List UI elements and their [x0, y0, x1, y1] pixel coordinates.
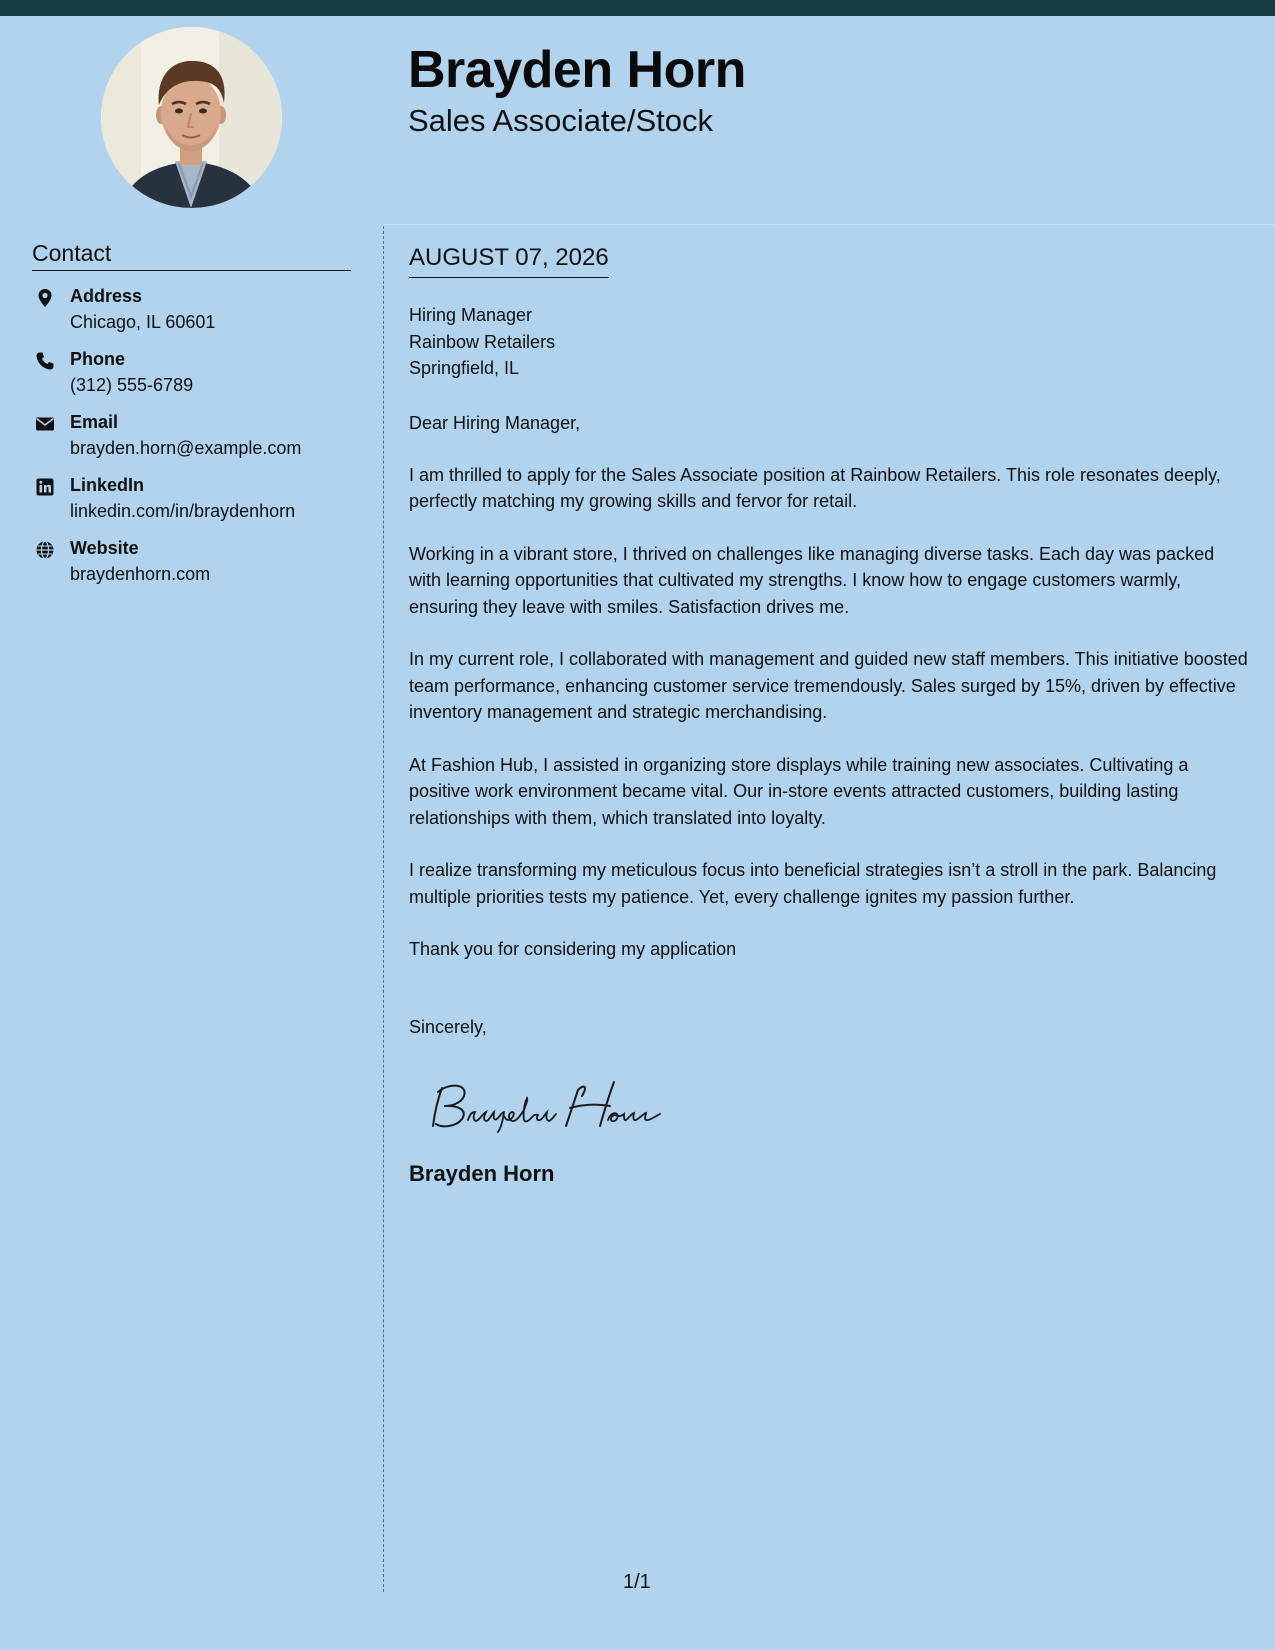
profile-photo — [101, 27, 282, 208]
handwritten-signature — [428, 1074, 668, 1134]
letter-paragraph: I realize transforming my meticulous focus into beneficial strategies isn’t a stroll in the park. Balancing multiple priorities tests my patience. Yet, every challenge ignites my passion further. — [409, 860, 1217, 907]
header-divider — [384, 224, 1275, 225]
letter-paragraph: Thank you for considering my application — [409, 939, 737, 959]
avatar — [101, 27, 282, 208]
contact-item-phone — [32, 348, 362, 411]
letter-paragraph: In my current role, I collaborated with management and guided new staff members. This initiative boosted team performance, enhancing customer service tremendously. Sales surged by 15%, driven by effective inventory management and strategic merchandising. — [409, 649, 1248, 722]
linkedin-icon — [35, 477, 55, 497]
contact-label: LinkedIn — [70, 475, 145, 495]
contact-label: Phone — [70, 349, 126, 369]
candidate-name: Brayden Horn — [408, 41, 746, 99]
contact-heading: Contact — [32, 240, 351, 271]
column-divider — [383, 226, 384, 1592]
contact-label: Email — [70, 412, 119, 432]
letter-body — [409, 410, 1249, 989]
closing: Sincerely, — [409, 1017, 487, 1037]
contact-item-website — [32, 537, 362, 600]
recipient-line: Rainbow Retailers — [409, 331, 556, 352]
contact-item-linkedin — [32, 474, 362, 537]
letter-paragraph: I am thrilled to apply for the Sales Associate position at Rainbow Retailers. This role resonates deeply, perfectly matching my growing skills and fervor for retail. — [409, 464, 1221, 511]
salutation: Dear Hiring Manager, — [409, 413, 581, 433]
signer-name: Brayden Horn — [409, 1161, 555, 1186]
recipient-line: Hiring Manager — [409, 305, 533, 325]
page-number: 1/1 — [623, 1571, 651, 1593]
contact-item-address — [32, 285, 362, 348]
contact-item-email — [32, 411, 362, 474]
top-accent-bar — [0, 0, 1275, 16]
contact-label: Address — [70, 286, 143, 306]
candidate-role: Sales Associate/Stock — [408, 103, 713, 138]
envelope-icon — [35, 414, 55, 434]
letter-paragraph: At Fashion Hub, I assisted in organizing store displays while training new associates. Cultivating a positive work environment became vital. Our in-store events attracted customers, building lasting relationships with them, which translated into loyalty. — [409, 754, 1189, 828]
contact-value: linkedin.com/in/braydenhorn — [70, 501, 296, 521]
recipient-block — [409, 302, 555, 382]
letter-paragraph: Working in a vibrant store, I thrived on challenges like managing diverse tasks. Each day was packed with learning opportunities that cultivated my strengths. I know how to engage customers warmly, ensuring they leave with smiles. Satisfaction drives me. — [409, 543, 1215, 617]
contact-value: braydenhorn.com — [70, 564, 211, 584]
recipient-line: Springfield, IL — [409, 358, 520, 378]
letter-date: AUGUST 07, 2026 — [409, 244, 609, 278]
phone-icon — [35, 351, 55, 371]
contact-value: brayden.horn@example.com — [70, 438, 302, 458]
contact-value: (312) 555-6789 — [70, 375, 194, 395]
contact-label: Website — [70, 538, 139, 558]
contact-value: Chicago, IL 60601 — [70, 312, 216, 332]
contact-list — [32, 285, 362, 600]
location-pin-icon — [35, 288, 55, 308]
globe-icon — [35, 540, 55, 560]
